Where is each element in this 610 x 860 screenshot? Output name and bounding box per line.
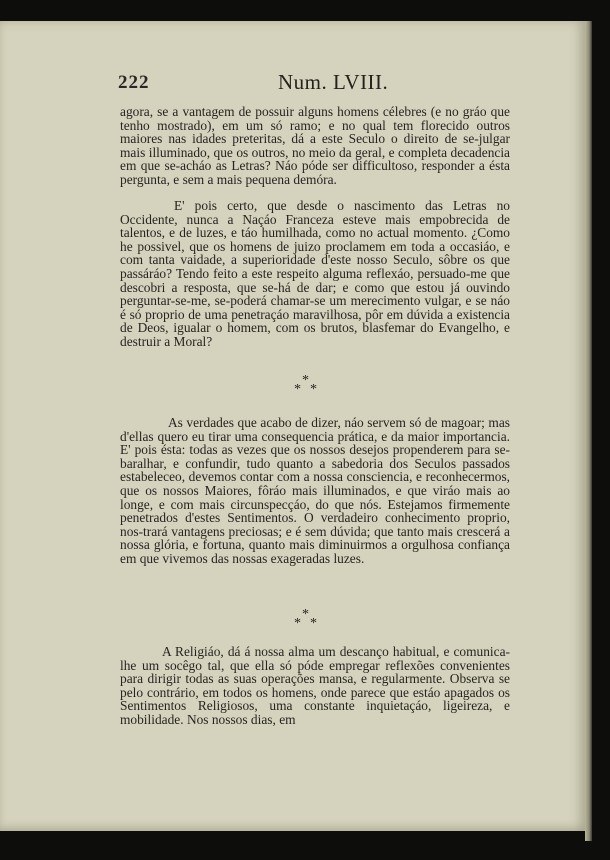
asterisk-left: * [294, 616, 301, 631]
page-header [118, 58, 518, 98]
page-edge [585, 21, 592, 841]
page-number: 222 [118, 72, 150, 93]
asterism-ornament [291, 607, 331, 637]
asterisk-top: * [302, 373, 309, 388]
asterisk-left: * [294, 382, 301, 397]
paragraph-1: agora, se a vantagem de possuir alguns homens célebres (e no gráo que tenho mostrado), em um só ramo; e no qual tem florecido outros maiores nas idades preteritas, dá a este Seculo o direito de se-julgar mais illuminado, que os outros, no meio da geral, e completa decadencia em que se-acháo as Letras? Náo póde ser difficultoso, responder a ésta pergunta, e sem a mais pequena demóra. [120, 104, 510, 187]
asterisk-right: * [310, 382, 317, 397]
asterism-ornament [291, 373, 331, 403]
paragraph-4: A Religiáo, dá á nossa alma um descanço habitual, e comunica-lhe um socêgo tal, que ella só póde empregar reflexões convenientes para dirigir todas as suas operações mansa, e regularmente. Observa se pelo contrário, em todos os homens, onde parece que estáo apagados os Sentimentos Religiosos, uma constante inquietaçáo, ligeireza, e mobilidade. Nos nossos dias, em [120, 644, 510, 727]
paragraph-3: As verdades que acabo de dizer, náo servem só de magoar; mas d'ellas quero eu tirar uma consequencia prática, e da maior importancia. E' pois ésta: todas as vezes que os nossos desejos propenderem para se-baralhar, e confundir, tudo quanto a sabedoria dos Seculos passados estabeleceo, devemos contar com a nossa consciencia, e reconhecermos, que os nossos Maiores, fôráo mais illuminados, e que viráo mais ao longe, e com mais circunspecçáo, do que nós. Estejamos firmemente penetrados d'estes Sentimentos. O verdadeiro conhecimento proprio, nos-trará vantagens preciosas; e é sem dúvida; que tanto mais crescerá a nossa glória, e fortuna, quanto mais diminuirmos a orgulhosa confiança em que vivemos das nossas exageradas luzes. [120, 415, 510, 566]
asterisk-top: * [302, 607, 309, 622]
asterisk-right: * [310, 616, 317, 631]
page-title: Num. LVIII. [278, 70, 389, 94]
paragraph-2: E' pois certo, que desde o nascimento das Letras no Occidente, nunca a Naçáo Franceza esteve mais empobrecida de talentos, e de luzes, e táo humilhada, como no actual momento. ¿Como he possivel, que os homens de juizo proclamem em toda a occasiáo, e com tanta vaidade, a superioridade d'este nosso Seculo, sôbre os que passáráo? Tendo feito a este respeito alguma reflexáo, persuado-me que descobri a resposta, que se-há de dar; e como que estou já ouvindo perguntar-se-me, se-poderá chamar-se um merecimento vulgar, e se náo é só proprio de uma penetraçáo maravilhosa, pôr em dúvida a existencia de Deos, igualar o homem, com os brutos, blasfemar do Evangelho, e destruir a Moral? [120, 198, 510, 349]
